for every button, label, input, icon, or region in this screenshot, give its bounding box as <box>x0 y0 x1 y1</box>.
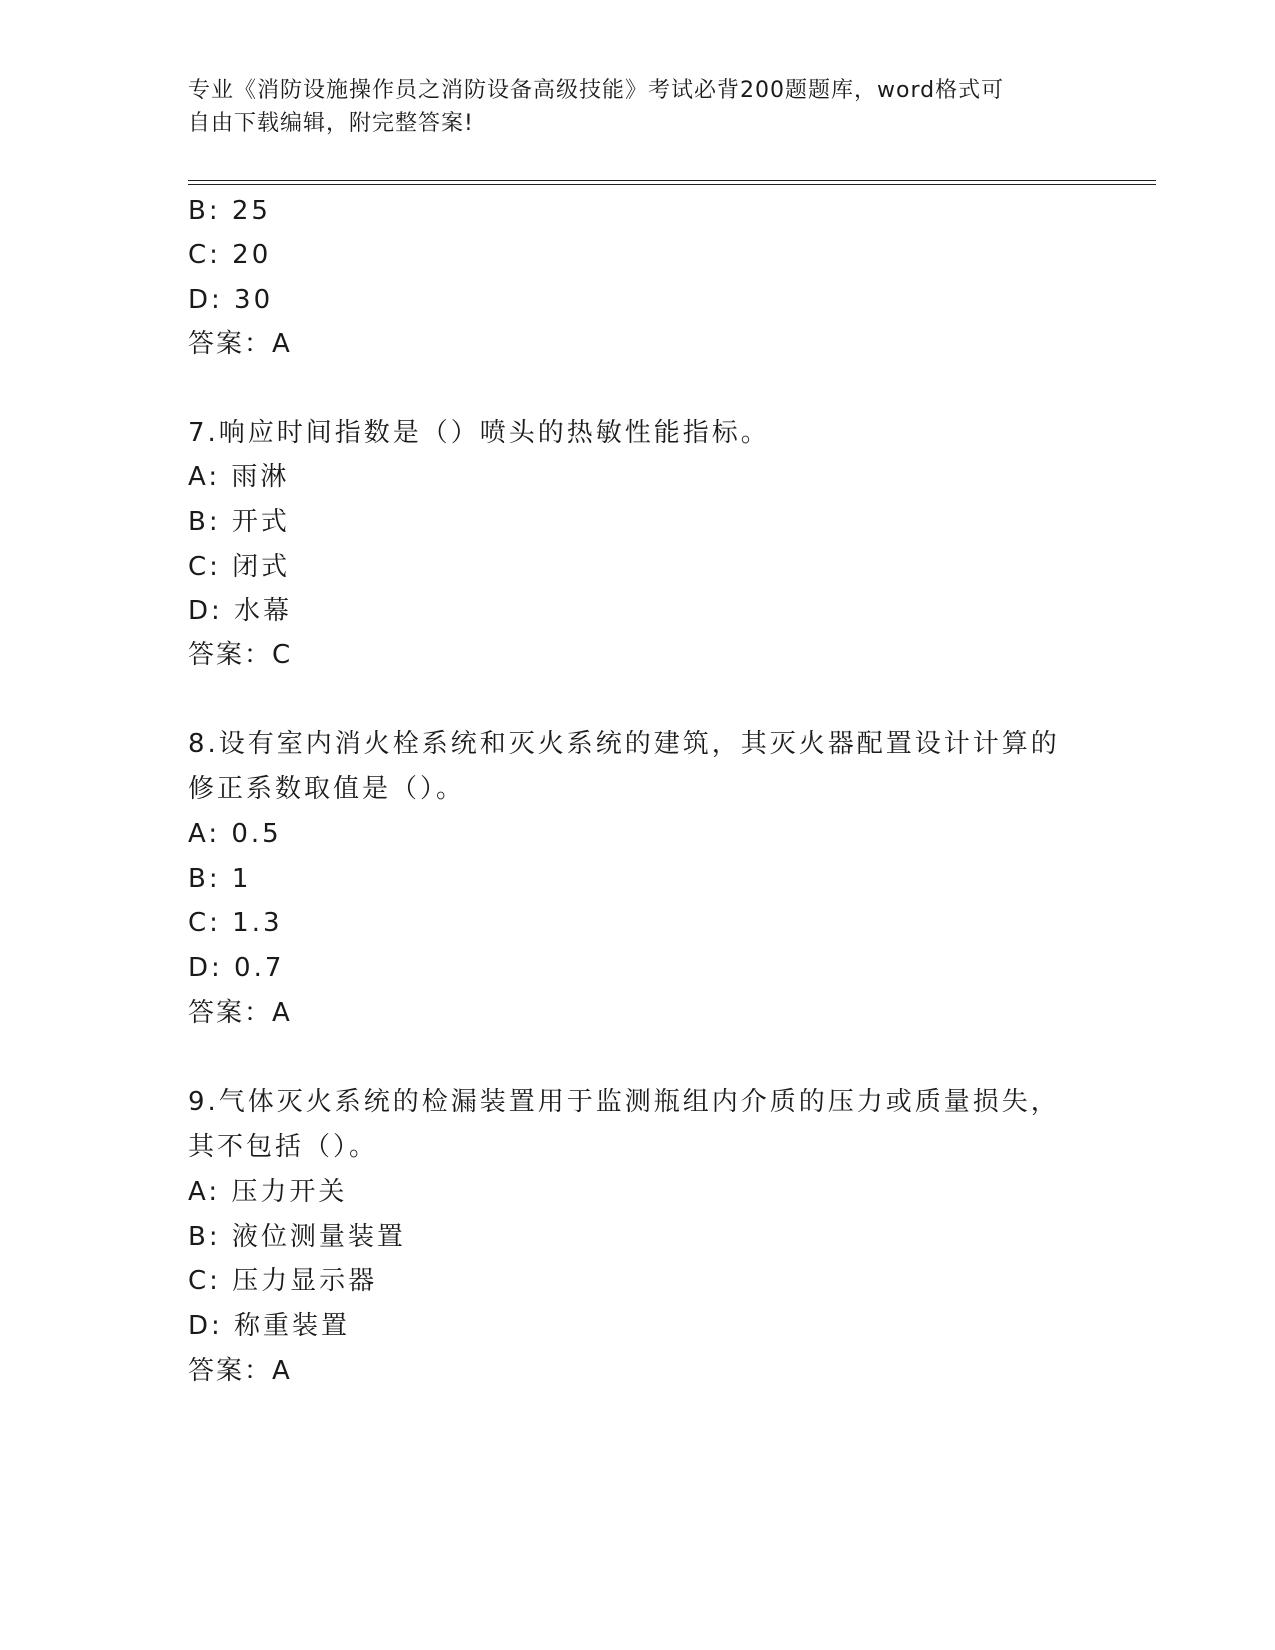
header-divider <box>188 180 1156 185</box>
q6-option-c: C: 20 <box>188 240 272 270</box>
q8-option-b: B: 1 <box>188 864 252 894</box>
q8-option-c: C: 1.3 <box>188 908 283 938</box>
q9-option-a: A: 压力开关 <box>188 1177 348 1207</box>
q8-answer: 答案：A <box>188 998 292 1028</box>
q7-stem: 7.响应时间指数是（）喷头的热敏性能指标。 <box>188 418 770 448</box>
q8-stem-line-1: 8.设有室内消火栓系统和灭火系统的建筑，其灭火器配置设计计算的 <box>188 729 1060 759</box>
q8-option-d: D: 0.7 <box>188 953 285 983</box>
q7-option-a: A: 雨淋 <box>188 462 290 492</box>
q8-option-a: A: 0.5 <box>188 819 282 849</box>
header-line-2: 自由下载编辑，附完整答案! <box>188 111 474 136</box>
q7-answer: 答案：C <box>188 640 293 670</box>
q6-answer: 答案：A <box>188 329 292 359</box>
q9-stem-line-2: 其不包括（）。 <box>188 1132 379 1162</box>
page-header <box>188 74 1068 140</box>
q6-option-d: D: 30 <box>188 285 274 315</box>
q7-option-d: D: 水幕 <box>188 596 293 626</box>
q9-option-b: B: 液位测量装置 <box>188 1222 406 1252</box>
q9-option-d: D: 称重装置 <box>188 1311 351 1341</box>
q8-stem-line-2: 修正系数取值是（）。 <box>188 774 466 804</box>
q9-option-c: C: 压力显示器 <box>188 1266 378 1296</box>
q7-option-b: B: 开式 <box>188 507 290 537</box>
header-line-1: 专业《消防设施操作员之消防设备高级技能》考试必背200题题库，word格式可 <box>188 78 1005 103</box>
q9-stem-line-1: 9.气体灭火系统的检漏装置用于监测瓶组内介质的压力或质量损失， <box>188 1087 1060 1117</box>
q7-option-c: C: 闭式 <box>188 552 291 582</box>
q6-option-b: B: 25 <box>188 196 271 226</box>
q9-answer: 答案：A <box>188 1356 292 1386</box>
